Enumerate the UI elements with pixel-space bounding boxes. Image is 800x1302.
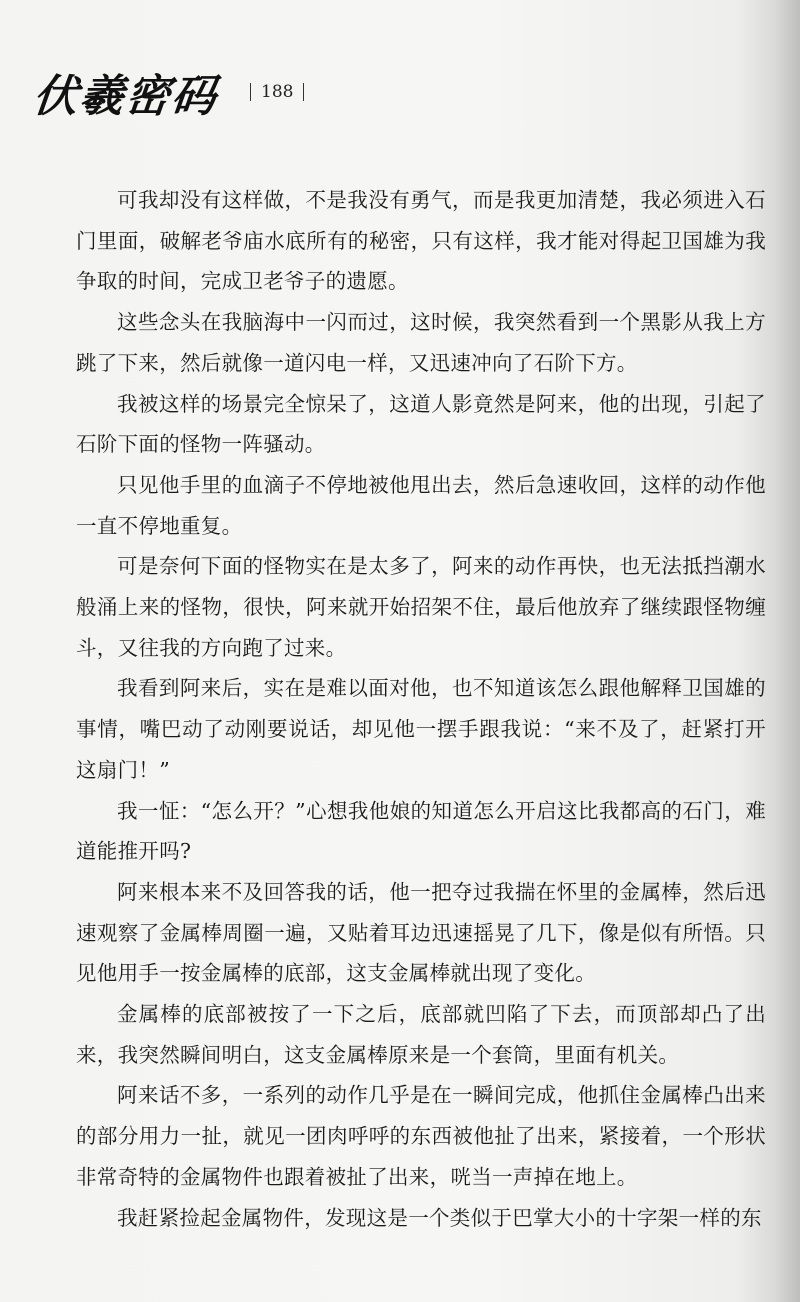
paragraph: 我一怔：“怎么开？”心想我他娘的知道怎么开启这比我都高的石门，难道能推开吗? <box>76 798 766 864</box>
page-number-box <box>240 82 314 102</box>
paragraph: 我被这样的场景完全惊呆了，这道人影竟然是阿来，他的出现，引起了石阶下面的怪物一阵骚动。 <box>76 391 766 457</box>
paragraph: 我看到阿来后，实在是难以面对他，也不知道该怎么跟他解释卫国雄的事情，嘴巴动了动刚要说话，却见他一摆手跟我说：“来不及了，赶紧打开这扇门！” <box>76 676 766 782</box>
paragraph: 可是奈何下面的怪物实在是太多了，阿来的动作再快，也无法抵挡潮水般涌上来的怪物，很快，阿来就开始招架不住，最后他放弃了继续跟怪物缠斗，又往我的方向跑了过来。 <box>76 554 766 660</box>
page-header <box>30 64 314 122</box>
paragraph: 我赶紧捡起金属物件，发现这是一个类似于巴掌大小的十字架一样的东 <box>117 1205 762 1230</box>
paragraph: 只见他手里的血滴子不停地被他甩出去，然后急速收回，这样的动作他一直不停地重复。 <box>76 472 766 538</box>
paragraph: 可我却没有这样做，不是我没有勇气，而是我更加清楚，我必须进入石门里面，破解老爷庙水底所有的秘密，只有这样，我才能对得起卫国雄为我争取的时间，完成卫老爷子的遗愿。 <box>76 188 766 294</box>
paragraph: 金属棒的底部被按了一下之后，底部就凹陷了下去，而顶部却凸了出来，我突然瞬间明白，这支金属棒原来是一个套筒，里面有机关。 <box>76 1002 766 1067</box>
page-number: 188 <box>261 82 294 102</box>
book-title: 伏羲密码 <box>30 71 221 122</box>
paragraph: 阿来根本来不及回答我的话，他一把夺过我揣在怀里的金属棒，然后迅速观察了金属棒周圈一遍，又贴着耳边迅速摇晃了几下，像是似有所悟。只见他用手一按金属棒的底部，这支金属棒就出现了变化。 <box>76 879 766 986</box>
paragraph: 阿来话不多，一系列的动作几乎是在一瞬间完成，他抓住金属棒凸出来的部分用力一扯，就见一团肉呼呼的东西被他扯了出来，紧接着，一个形状非常奇特的金属物件也跟着被扯了出来，咣当一声掉在地上。 <box>76 1083 766 1189</box>
paragraph: 这些念头在我脑海中一闪而过，这时候，我突然看到一个黑影从我上方跳了下来，然后就像一道闪电一样，又迅速冲向了石阶下方。 <box>76 310 766 375</box>
right-divider <box>303 83 304 101</box>
body-text <box>76 180 766 1238</box>
left-divider <box>250 83 251 101</box>
